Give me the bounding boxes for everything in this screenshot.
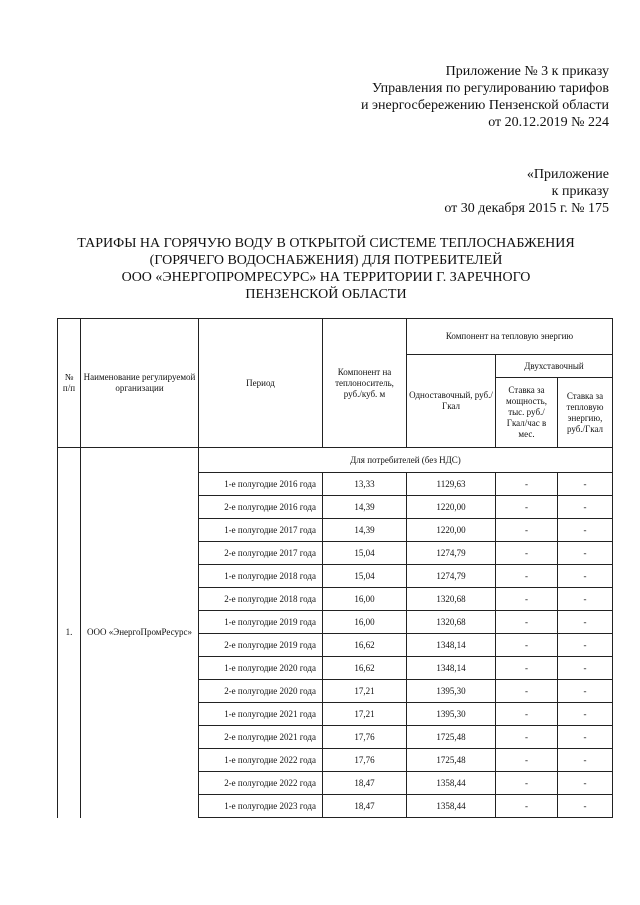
annex-header: [361, 63, 609, 131]
heat-carrier-cell: 15,04: [323, 542, 407, 565]
col-thermal-energy-header: Компонент на тепловую энергию: [407, 319, 613, 355]
one-rate-cell: 1725,48: [407, 726, 496, 749]
one-rate-cell: 1358,44: [407, 795, 496, 818]
energy-rate-cell: -: [558, 565, 613, 588]
period-cell: 1-е полугодие 2020 года: [199, 657, 323, 680]
one-rate-cell: 1725,48: [407, 749, 496, 772]
capacity-rate-cell: -: [496, 772, 558, 795]
period-cell: 2-е полугодие 2021 года: [199, 726, 323, 749]
heat-carrier-cell: 18,47: [323, 795, 407, 818]
capacity-rate-cell: -: [496, 496, 558, 519]
heat-carrier-cell: 17,21: [323, 680, 407, 703]
period-cell: 2-е полугодие 2018 года: [199, 588, 323, 611]
energy-rate-cell: -: [558, 726, 613, 749]
period-cell: 1-е полугодие 2022 года: [199, 749, 323, 772]
tariff-table: [57, 318, 613, 818]
one-rate-cell: 1348,14: [407, 657, 496, 680]
capacity-rate-cell: -: [496, 657, 558, 680]
period-cell: 2-е полугодие 2017 года: [199, 542, 323, 565]
previous-annex-line: от 30 декабря 2015 г. № 175: [444, 201, 609, 216]
capacity-rate-cell: -: [496, 473, 558, 496]
energy-rate-cell: -: [558, 657, 613, 680]
heat-carrier-cell: 17,21: [323, 703, 407, 726]
period-cell: 1-е полугодие 2019 года: [199, 611, 323, 634]
period-cell: 2-е полугодие 2022 года: [199, 772, 323, 795]
one-rate-cell: 1274,79: [407, 565, 496, 588]
heat-carrier-cell: 17,76: [323, 726, 407, 749]
energy-rate-cell: -: [558, 749, 613, 772]
annex-header-line: и энергосбережению Пензенской области: [361, 98, 609, 113]
energy-rate-cell: -: [558, 473, 613, 496]
heat-carrier-cell: 15,04: [323, 565, 407, 588]
energy-rate-cell: -: [558, 496, 613, 519]
annex-header-line: Управления по регулированию тарифов: [371, 81, 609, 96]
capacity-rate-cell: -: [496, 680, 558, 703]
title-line: ТАРИФЫ НА ГОРЯЧУЮ ВОДУ В ОТКРЫТОЙ СИСТЕМЕ ТЕПЛОСНАБЖЕНИЯ: [77, 236, 575, 251]
period-cell: 2-е полугодие 2019 года: [199, 634, 323, 657]
title-line: ООО «ЭНЕРГОПРОМРЕСУРС» НА ТЕРРИТОРИИ Г. ЗАРЕЧНОГО: [121, 270, 531, 285]
capacity-rate-cell: -: [496, 588, 558, 611]
energy-rate-cell: -: [558, 680, 613, 703]
one-rate-cell: 1348,14: [407, 634, 496, 657]
one-rate-cell: 1220,00: [407, 519, 496, 542]
heat-carrier-cell: 16,00: [323, 611, 407, 634]
period-cell: 1-е полугодие 2017 года: [199, 519, 323, 542]
col-period-header: Период: [199, 319, 323, 448]
previous-annex-header: [444, 166, 609, 217]
col-two-rate-header: Двухставочный: [496, 355, 613, 378]
one-rate-cell: 1220,00: [407, 496, 496, 519]
col-organization-header: Наименование регулируемой организации: [81, 319, 199, 448]
energy-rate-cell: -: [558, 703, 613, 726]
col-number-header: № п/п: [58, 319, 81, 448]
heat-carrier-cell: 17,76: [323, 749, 407, 772]
col-capacity-rate-header: Ставка за мощность, тыс. руб./Гкал/час в мес.: [496, 378, 558, 448]
energy-rate-cell: -: [558, 542, 613, 565]
heat-carrier-cell: 14,39: [323, 496, 407, 519]
heat-carrier-cell: 14,39: [323, 519, 407, 542]
annex-header-line: от 20.12.2019 № 224: [488, 115, 609, 130]
capacity-rate-cell: -: [496, 565, 558, 588]
period-cell: 1-е полугодие 2018 года: [199, 565, 323, 588]
one-rate-cell: 1358,44: [407, 772, 496, 795]
annex-header-line: Приложение № 3 к приказу: [445, 64, 609, 79]
one-rate-cell: 1274,79: [407, 542, 496, 565]
heat-carrier-cell: 16,62: [323, 634, 407, 657]
one-rate-cell: 1395,30: [407, 680, 496, 703]
one-rate-cell: 1320,68: [407, 611, 496, 634]
col-one-rate-header: Одноставочный, руб./Гкал: [407, 355, 496, 448]
period-cell: 1-е полугодие 2021 года: [199, 703, 323, 726]
capacity-rate-cell: -: [496, 703, 558, 726]
heat-carrier-cell: 16,00: [323, 588, 407, 611]
energy-rate-cell: -: [558, 795, 613, 818]
capacity-rate-cell: -: [496, 542, 558, 565]
capacity-rate-cell: -: [496, 519, 558, 542]
capacity-rate-cell: -: [496, 634, 558, 657]
previous-annex-line: «Приложение: [526, 167, 609, 182]
title-line: ПЕНЗЕНСКОЙ ОБЛАСТИ: [245, 287, 407, 302]
document-title: [40, 235, 612, 303]
col-energy-rate-header: Ставка за тепловую энергию, руб./Гкал: [558, 378, 613, 448]
capacity-rate-cell: -: [496, 726, 558, 749]
capacity-rate-cell: -: [496, 611, 558, 634]
one-rate-cell: 1320,68: [407, 588, 496, 611]
previous-annex-line: к приказу: [551, 184, 609, 199]
energy-rate-cell: -: [558, 588, 613, 611]
capacity-rate-cell: -: [496, 795, 558, 818]
one-rate-cell: 1129,63: [407, 473, 496, 496]
heat-carrier-cell: 18,47: [323, 772, 407, 795]
heat-carrier-cell: 13,33: [323, 473, 407, 496]
tariff-table-body: [58, 448, 613, 818]
title-line: (ГОРЯЧЕГО ВОДОСНАБЖЕНИЯ) ДЛЯ ПОТРЕБИТЕЛЕЙ: [149, 253, 503, 268]
organization-cell: ООО «ЭнергоПромРесурс»: [81, 448, 199, 818]
consumer-subheader: Для потребителей (без НДС): [199, 448, 613, 473]
period-cell: 1-е полугодие 2016 года: [199, 473, 323, 496]
period-cell: 2-е полугодие 2016 года: [199, 496, 323, 519]
col-heat-carrier-header: Компонент на теплоноситель, руб./куб. м: [323, 319, 407, 448]
row-number-cell: 1.: [58, 448, 81, 818]
energy-rate-cell: -: [558, 611, 613, 634]
period-cell: 1-е полугодие 2023 года: [199, 795, 323, 818]
energy-rate-cell: -: [558, 634, 613, 657]
one-rate-cell: 1395,30: [407, 703, 496, 726]
energy-rate-cell: -: [558, 772, 613, 795]
energy-rate-cell: -: [558, 519, 613, 542]
heat-carrier-cell: 16,62: [323, 657, 407, 680]
capacity-rate-cell: -: [496, 749, 558, 772]
period-cell: 2-е полугодие 2020 года: [199, 680, 323, 703]
